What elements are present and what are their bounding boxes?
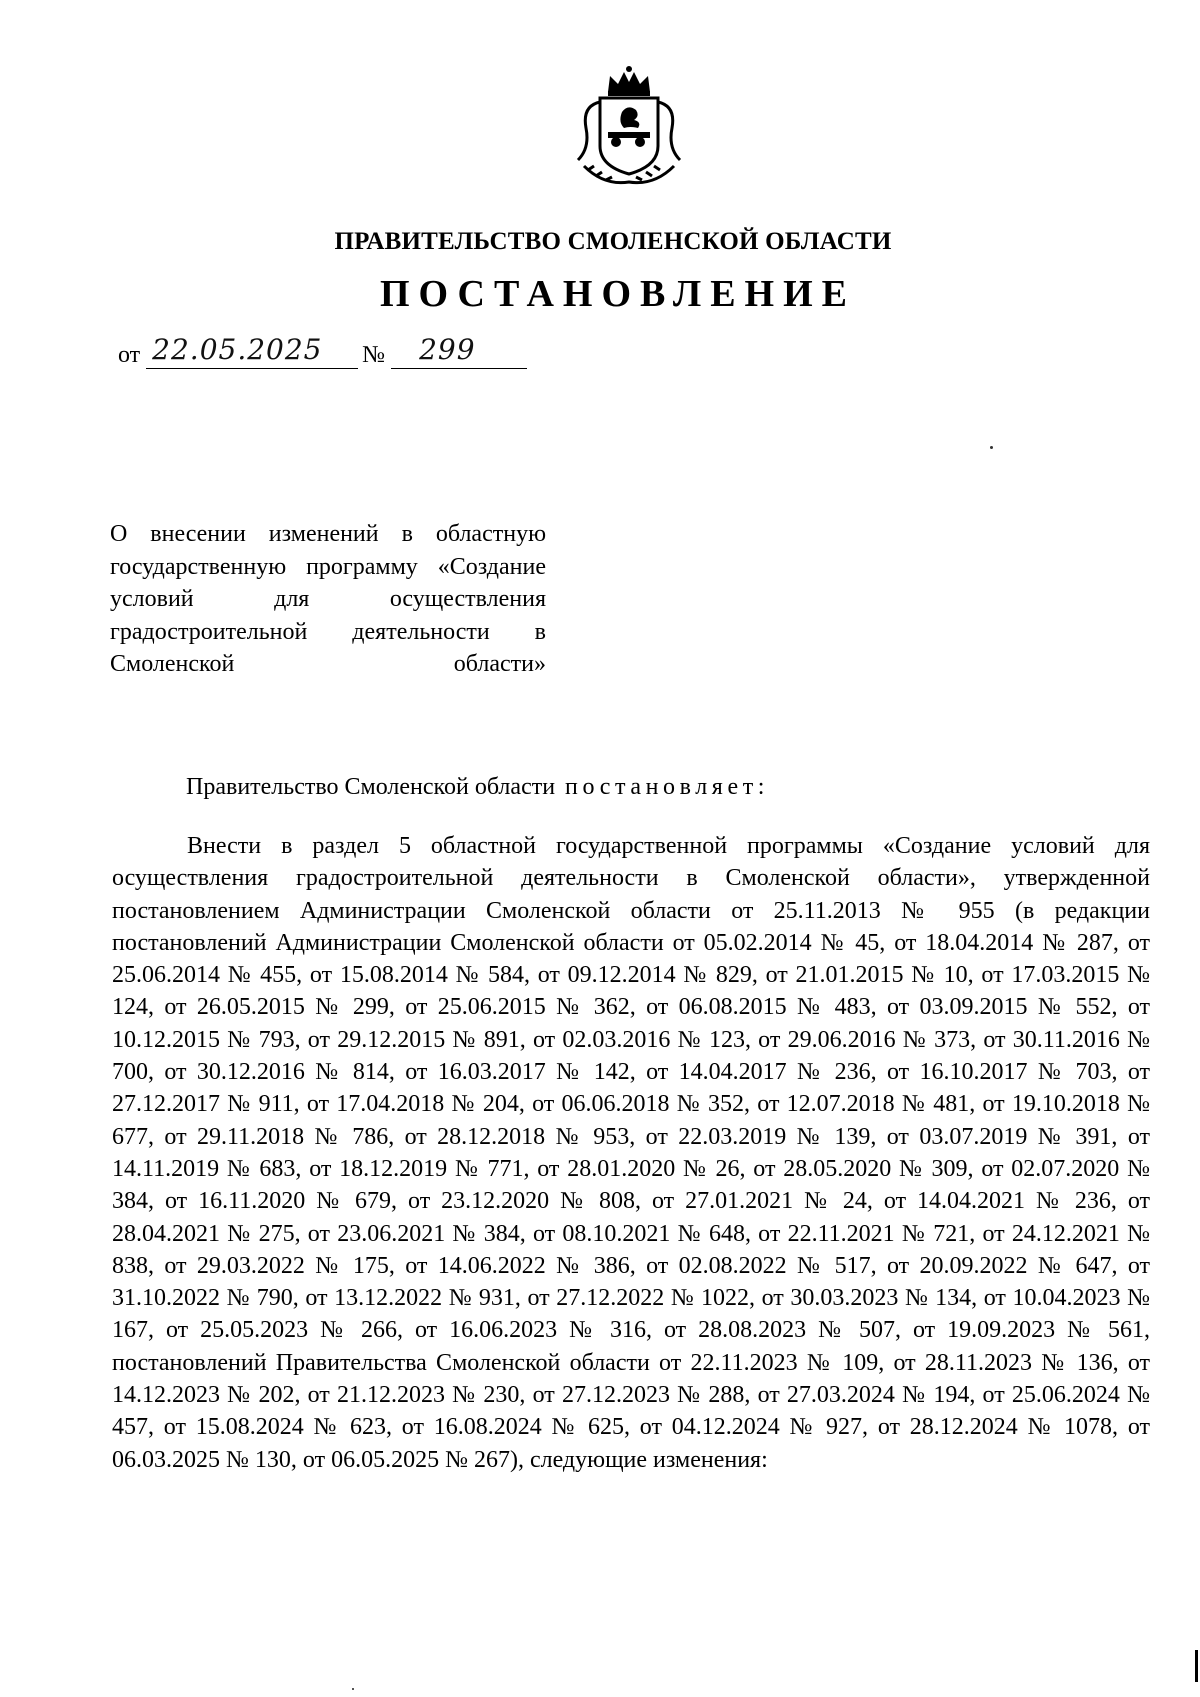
from-label: от [118,342,141,368]
document-type-heading: ПОСТАНОВЛЕНИЕ [379,273,857,315]
coat-of-arms-icon [570,62,688,190]
subject-block: О внесении изменений в областную государственную программу «Создание условий для осуществления градостроительной деятельности в Смоленской области» [110,521,546,677]
preamble-lead: Правительство Смоленской области [186,774,556,800]
government-title: ПРАВИТЕЛЬСТВО СМОЛЕНСКОЙ ОБЛАСТИ [334,228,892,255]
handwritten-date: 22.05.2025 [152,333,323,366]
scan-dot [990,446,993,449]
date-number-line [118,332,527,369]
number-field [391,332,527,369]
scan-edge-mark [1195,1650,1198,1682]
body-paragraph: Внести в раздел 5 областной государственной программы «Создание условий для осуществления градостроительной деятельности в Смоленской области», утвержденной постановлением Администрации Смоленской области от 25.11.2013 № 955 (в редакции постановлений Администрации Смоленской области от 05.02.2014 № 45, от 18.04.2014 № 287, от 25.06.2014 № 455, от 15.08.2014 № 584, от 09.12.2014 № 829, от 21.01.2015 № 10, от 17.03.2015 № 124, от 26.05.2015 № 299, от 25.06.2015 № 362, от 06.08.2015 № 483, от 03.09.2015 № 552, от 10.12.2015 № 793, от 29.12.2015 № 891, от 02.03.2016 № 123, от 29.06.2016 № 373, от 30.11.2016 № 700, от 30.12.2016 № 814, от 16.03.2017 № 142, от 14.04.2017 № 236, от 16.10.2017 № 703, от 27.12.2017 № 911, от 17.04.2018 № 204, от 06.06.2018 № 352, от 12.07.2018 № 481, от 19.10.2018 № 677, от 29.11.2018 № 786, от 28.12.2018 № 953, от 22.03.2019 № 139, от 03.07.2019 № 391, от 14.11.2019 № 683, от 18.12.2019 № 771, от 28.01.2020 № 26, от 28.05.2020 № 309, от 02.07.2020 № 384, от 16.11.2020 № 679, от 23.12.2020 № 808, от 27.01.2021 № 24, от 14.04.2021 № 236, от 28.04.2021 № 275, от 23.06.2021 № 384, от 08.10.2021 № 648, от 22.11.2021 № 721, от 24.12.2021 № 838, от 29.03.2022 № 175, от 14.06.2022 № 386, от 02.08.2022 № 517, от 20.09.2022 № 647, от 31.10.2022 № 790, от 13.12.2022 № 931, от 27.12.2022 № 1022, от 30.03.2023 № 134, от 10.04.2023 № 167, от 25.05.2023 № 266, от 16.06.2023 № 316, от 28.08.2023 № 507, от 19.09.2023 № 561, постановлений Правительства Смоленской области от 22.11.2023 № 109, от 28.11.2023 № 136, от 14.12.2023 № 202, от 21.12.2023 № 230, от 27.12.2023 № 288, от 27.03.2024 № 194, от 25.06.2024 № 457, от 15.08.2024 № 623, от 16.08.2024 № 625, от 04.12.2024 № 927, от 28.12.2024 № 1078, от 06.03.2025 № 130, от 06.05.2025 № 267), следующие изменения: [112,833,1150,1473]
preamble-line [186,774,769,801]
preamble-verb: постановляет: [565,774,770,800]
date-field [146,332,358,369]
number-label: № [362,342,386,368]
scan-speck [352,1688,354,1690]
handwritten-number: 299 [419,333,476,366]
